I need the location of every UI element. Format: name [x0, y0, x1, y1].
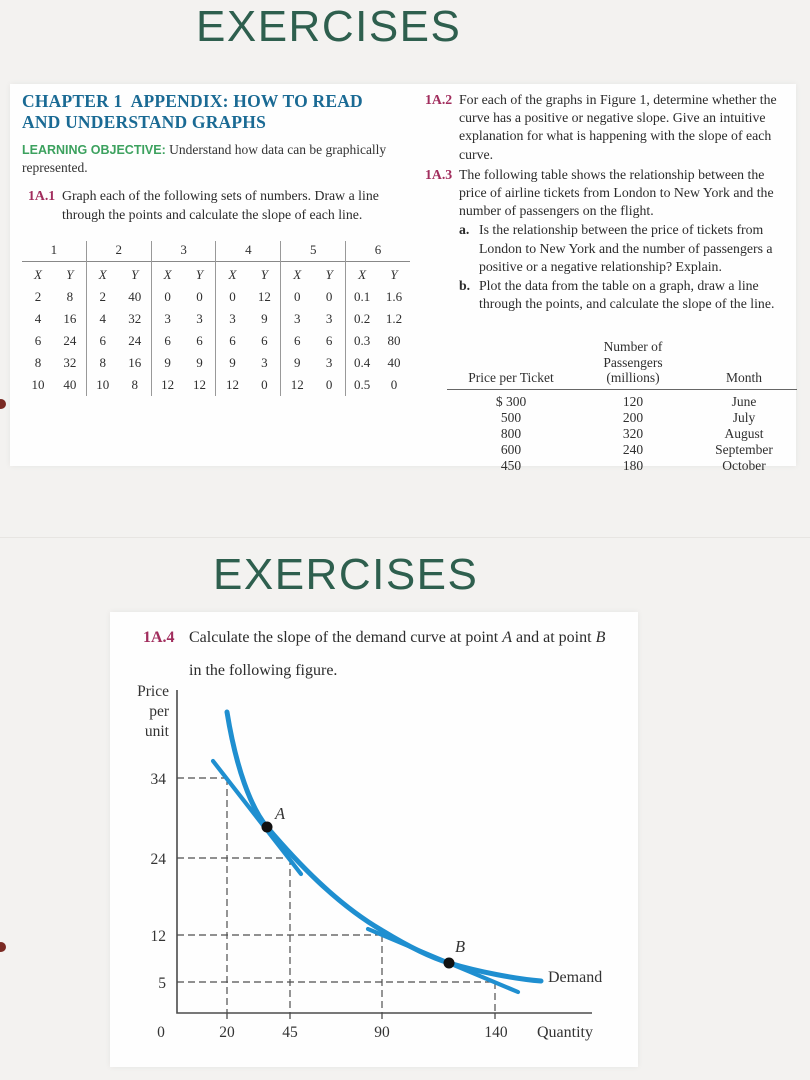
ticket-table-body [447, 389, 797, 473]
slide1-left-column [22, 91, 414, 396]
set-number: 6 [346, 241, 410, 262]
cell-y: 3 [196, 310, 203, 326]
cell-price: 450 [500, 457, 522, 473]
demand-curve [227, 712, 541, 981]
cell-month: July [732, 409, 756, 425]
exercise-1a3-number: 1A.3 [425, 166, 453, 182]
left-edge-bullet-dot [0, 399, 6, 409]
cell-y: 12 [193, 376, 207, 392]
slide1-right-column [419, 91, 793, 474]
cell-x: 6 [164, 332, 171, 348]
chapter-heading-line2: AND UNDERSTAND GRAPHS [22, 111, 267, 132]
cell-x: 10 [31, 376, 45, 392]
item-b-label: b. [459, 278, 471, 294]
x-tick-45: 45 [282, 1024, 298, 1041]
cell-passengers: 120 [622, 393, 644, 409]
cell-month: June [731, 393, 757, 409]
cell-x: 10 [96, 376, 110, 392]
ticket-row [447, 389, 797, 409]
col-header-x: X [33, 266, 42, 282]
cell-price: 600 [500, 441, 522, 457]
header-passengers-line3: (millions) [606, 370, 660, 386]
col-header-y: Y [325, 266, 333, 282]
set-number: 3 [152, 241, 216, 262]
cell-y: 12 [257, 288, 271, 304]
number-set-group-6 [346, 241, 410, 396]
cell-x: 12 [225, 376, 239, 392]
point-B-label: B [455, 937, 466, 956]
demand-curve-figure [124, 678, 626, 1050]
cell-x: 3 [294, 310, 301, 326]
exercise-1a4-number: 1A.4 [143, 629, 175, 646]
point-A-label: A [275, 804, 286, 823]
cell-y: 1.2 [385, 310, 403, 326]
cell-y: 9 [196, 354, 203, 370]
cell-x: 0 [229, 288, 236, 304]
y-tick-34: 34 [150, 771, 166, 788]
number-set-group-4 [216, 241, 281, 396]
cell-x: 0.1 [353, 288, 371, 304]
cell-month: October [722, 457, 766, 473]
cell-x: 8 [99, 354, 107, 370]
item-b-text: Plot the data from the table on a graph, draw a line through the points, and calculate the slope of the line. [479, 278, 775, 312]
cell-y: 8 [66, 288, 74, 304]
cell-month: August [724, 425, 764, 441]
point-a-ref: A [502, 629, 513, 646]
x-axis-label: Quantity [537, 1024, 593, 1041]
cell-y: 16 [63, 310, 77, 326]
cell-y: 6 [261, 332, 268, 348]
set-number: 1 [22, 241, 86, 262]
exercise-1a1 [22, 187, 414, 223]
cell-x: 0 [164, 288, 171, 304]
cell-y: 16 [128, 354, 142, 370]
set-body [346, 262, 410, 396]
cell-x: 9 [294, 354, 301, 370]
col-header-y: Y [390, 266, 398, 282]
exercise-1a2-text: For each of the graphs in Figure 1, determine whether the curve has a positive or negative slope. Give an intuitive explanation for what is happening with the slope of each curve. [459, 92, 777, 162]
point-B-dot [444, 958, 455, 969]
cell-x: 0.5 [353, 376, 371, 392]
exercise-1a3-item-b [459, 277, 793, 313]
tangent-line-at-A [213, 761, 301, 874]
exercise-1a2-number: 1A.2 [425, 92, 453, 107]
cell-x: 6 [34, 332, 42, 348]
item-a-label: a. [459, 222, 470, 238]
cell-passengers: 240 [622, 441, 644, 457]
cell-price: $ 300 [495, 393, 527, 409]
learning-objective [22, 141, 414, 176]
cell-y: 24 [63, 332, 77, 348]
set-body [152, 262, 216, 396]
ticket-table-head [447, 339, 797, 389]
left-edge-bullet-dot [0, 942, 6, 952]
cell-y: 1.6 [385, 288, 403, 304]
number-set-group-3 [152, 241, 217, 396]
set-body [216, 262, 280, 396]
item-a-text: Is the relationship between the price of tickets from London to New York and the number of passengers a positive or a negative relationship? Explain. [479, 222, 773, 274]
cell-y: 8 [131, 376, 138, 392]
col-header-y: Y [260, 266, 268, 282]
cell-y: 40 [128, 288, 142, 304]
cell-x: 0.3 [353, 332, 371, 348]
cell-passengers: 180 [622, 457, 644, 473]
cell-y: 24 [128, 332, 142, 348]
cell-x: 6 [294, 332, 301, 348]
cell-y: 0 [325, 288, 333, 304]
cell-y: 0 [261, 376, 268, 392]
y-axis-label-line1: Price [137, 683, 169, 700]
exercise-1a2 [419, 91, 793, 164]
cell-x: 9 [164, 354, 171, 370]
ticket-row [447, 442, 797, 458]
exercise-1a1-number: 1A.1 [28, 188, 56, 204]
cell-x: 3 [229, 310, 236, 326]
slide1-title: EXERCISES [196, 2, 462, 51]
exercise-1a3-body [459, 166, 793, 314]
number-sets-table [22, 241, 410, 396]
cell-passengers: 200 [622, 409, 644, 425]
header-price-per-ticket: Price per Ticket [447, 339, 575, 389]
col-header-y: Y [195, 266, 204, 282]
number-set-group-2 [87, 241, 152, 396]
cell-y: 0 [196, 288, 203, 304]
y-axis-label-line3: unit [144, 723, 169, 740]
cell-y: 0 [390, 376, 398, 392]
exercise-1a1-text: Graph each of the following sets of numbers. Draw a line through the points and calculate the slope of each line. [62, 188, 379, 222]
x-tick-marks [227, 1013, 495, 1019]
cell-x: 0.4 [353, 354, 371, 370]
x-tick-20: 20 [219, 1024, 235, 1041]
cell-y: 32 [128, 310, 142, 326]
cell-x: 0.2 [353, 310, 371, 326]
set-number: 4 [216, 241, 280, 262]
cell-y: 80 [387, 332, 401, 348]
cell-month: September [715, 441, 773, 457]
slide2-card [110, 612, 638, 1067]
chapter-heading [22, 91, 414, 132]
set-number: 2 [87, 241, 151, 262]
col-header-x: X [293, 266, 302, 282]
col-header-x: X [228, 266, 237, 282]
y-tick-12: 12 [150, 928, 166, 945]
cell-y: 3 [325, 354, 333, 370]
cell-y: 0 [325, 376, 333, 392]
cell-x: 6 [99, 332, 107, 348]
col-header-y: Y [131, 266, 139, 282]
cell-x: 12 [161, 376, 175, 392]
point-A-dot [262, 822, 273, 833]
cell-price: 500 [500, 409, 522, 425]
x-tick-0: 0 [157, 1024, 165, 1041]
ticket-row [447, 458, 797, 474]
chapter-heading-line1: CHAPTER 1 APPENDIX: HOW TO READ [22, 91, 363, 111]
cell-x: 4 [34, 310, 42, 326]
point-b-ref: B [595, 629, 606, 646]
text-part: and at point [512, 629, 596, 646]
cell-x: 6 [229, 332, 236, 348]
x-tick-90: 90 [374, 1024, 390, 1041]
slide2-title: EXERCISES [213, 550, 479, 599]
exercise-1a3-text: The following table shows the relationship between the price of airline tickets from London to New York and the number of passengers on the flight. [459, 166, 774, 219]
learning-objective-label: LEARNING OBJECTIVE: [22, 143, 166, 158]
col-header-x: X [358, 266, 367, 282]
col-header-y: Y [66, 266, 74, 282]
text-part: Calculate the slope of the demand curve at point [189, 629, 503, 646]
cell-x: 0 [294, 288, 301, 304]
set-body [22, 262, 86, 396]
y-tick-24: 24 [150, 851, 166, 868]
header-passengers [575, 339, 691, 389]
cell-x: 8 [34, 354, 42, 370]
cell-x: 9 [229, 354, 236, 370]
number-set-group-5 [281, 241, 346, 396]
set-body [281, 262, 345, 396]
demand-label: Demand [548, 969, 603, 986]
y-tick-5: 5 [158, 975, 166, 992]
cell-y: 32 [63, 354, 77, 370]
cell-y: 6 [325, 332, 333, 348]
col-header-x: X [163, 266, 172, 282]
ticket-row [447, 426, 797, 442]
number-set-group-1 [22, 241, 87, 396]
cell-x: 2 [99, 288, 107, 304]
cell-x: 2 [34, 288, 42, 304]
ticket-table [447, 339, 797, 473]
text-part: in the following figure. [189, 661, 338, 679]
x-tick-140: 140 [484, 1024, 508, 1041]
exercise-1a3-item-a [459, 221, 793, 276]
header-passengers-line1: Number of [603, 339, 663, 355]
cell-y: 3 [261, 354, 268, 370]
y-axis-label-line2: per [149, 703, 169, 720]
learning-objective-text: Understand how data can be graphically represented. [22, 142, 387, 175]
header-passengers-line2: Passengers [603, 354, 663, 370]
set-number: 5 [281, 241, 345, 262]
cell-price: 800 [500, 425, 522, 441]
cell-passengers: 320 [622, 425, 644, 441]
ticket-table-header-row [447, 339, 797, 389]
ticket-row [447, 410, 797, 426]
header-month: Month [691, 339, 797, 389]
slide-divider [0, 537, 810, 538]
cell-y: 40 [387, 354, 401, 370]
cell-x: 4 [99, 310, 107, 326]
cell-x: 3 [164, 310, 171, 326]
cell-y: 3 [325, 310, 333, 326]
cell-x: 12 [290, 376, 304, 392]
col-header-x: X [98, 266, 107, 282]
exercise-1a3 [419, 166, 793, 314]
cell-y: 6 [196, 332, 203, 348]
set-body [87, 262, 151, 396]
slide1-card [10, 84, 796, 473]
cell-y: 40 [63, 376, 77, 392]
axes [177, 690, 592, 1013]
cell-y: 9 [261, 310, 268, 326]
